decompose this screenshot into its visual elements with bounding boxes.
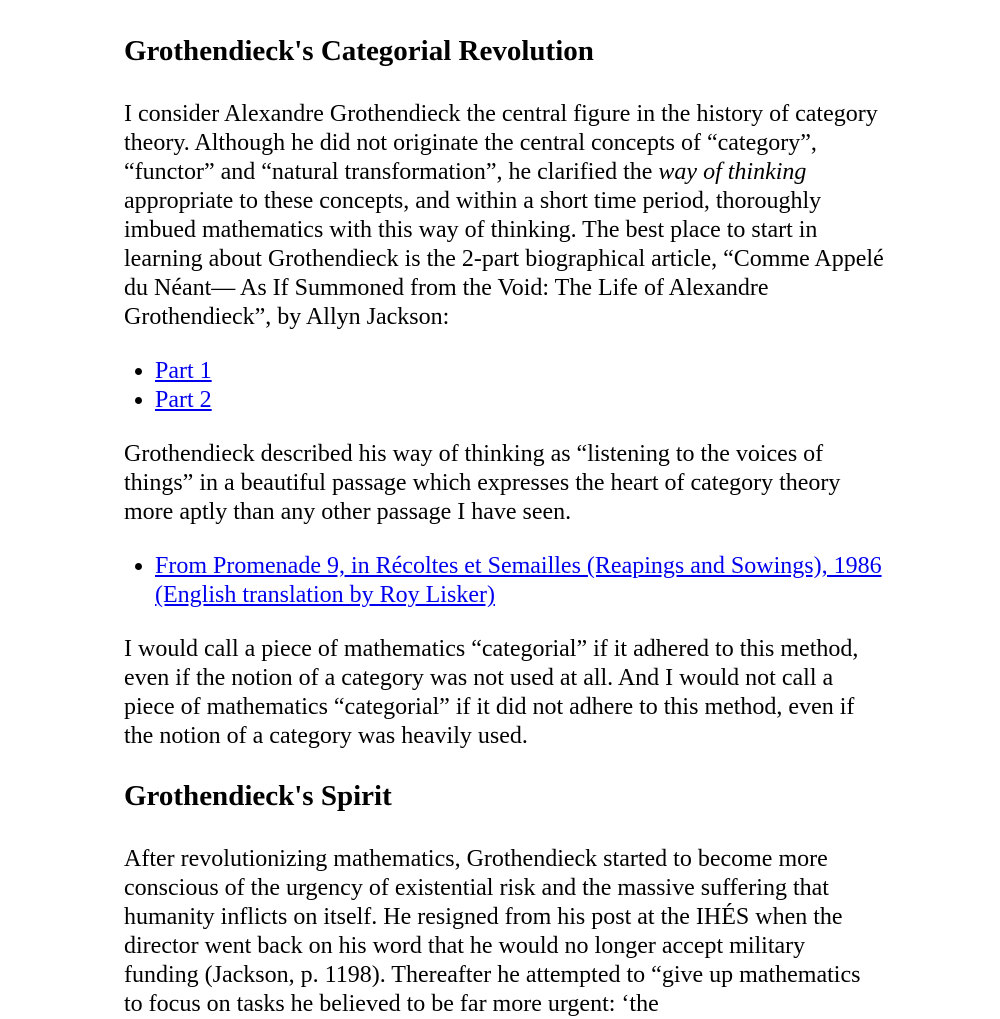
article bbox=[124, 28, 884, 1019]
intro-emphasis: way of thinking bbox=[658, 159, 807, 185]
categorial-definition-paragraph: I would call a piece of mathematics “categorial” if it adhered to this method, even if the notion of a category was not used at all. And I would not call a piece of mathematics “categorial” if it did not adhere to this method, even if the notion of a category was heavily used. bbox=[124, 636, 859, 749]
biography-links-list bbox=[124, 357, 884, 415]
list-item bbox=[155, 357, 884, 386]
section-heading-spirit: Grothendieck's Spirit bbox=[124, 780, 392, 812]
intro-text-part-1: I consider Alexandre Grothendieck the central figure in the history of category theory. Although he did not originate the central concepts of “category”, “functor” and “natural transformation”, he clarified the bbox=[124, 101, 878, 185]
promenade-link[interactable]: From Promenade 9, in Récoltes et Semailles (Reapings and Sowings), 1986 (English translation by Roy Lisker) bbox=[155, 553, 882, 608]
voices-paragraph: Grothendieck described his way of thinking as “listening to the voices of things” in a beautiful passage which expresses the heart of category theory more aptly than any other passage I have seen. bbox=[124, 441, 841, 525]
promenade-links-list bbox=[124, 552, 884, 610]
section-heading-categorial-revolution: Grothendieck's Categorial Revolution bbox=[124, 35, 594, 67]
intro-paragraph bbox=[124, 100, 884, 332]
list-item bbox=[155, 552, 884, 610]
intro-text-part-2: appropriate to these concepts, and within a short time period, thoroughly imbued mathematics with this way of thinking. The best place to start in learning about Grothendieck is the 2-part biographical article, “Comme Appelé du Néant— As If Summoned from the Void: The Life of Alexandre Grothendieck”, by Allyn Jackson: bbox=[124, 188, 884, 330]
spirit-paragraph: After revolutionizing mathematics, Grothendieck started to become more conscious of the urgency of existential risk and the massive suffering that humanity inflicts on itself. He resigned from his post at the IHÉS when the director went back on his word that he would no longer accept military funding (Jackson, p. 1198). Thereafter he attempted to “give up mathematics to focus on tasks he believed to be far more urgent: ‘the bbox=[124, 846, 861, 1017]
part-1-link[interactable]: Part 1 bbox=[155, 358, 212, 384]
list-item bbox=[155, 386, 884, 415]
part-2-link[interactable]: Part 2 bbox=[155, 387, 212, 413]
